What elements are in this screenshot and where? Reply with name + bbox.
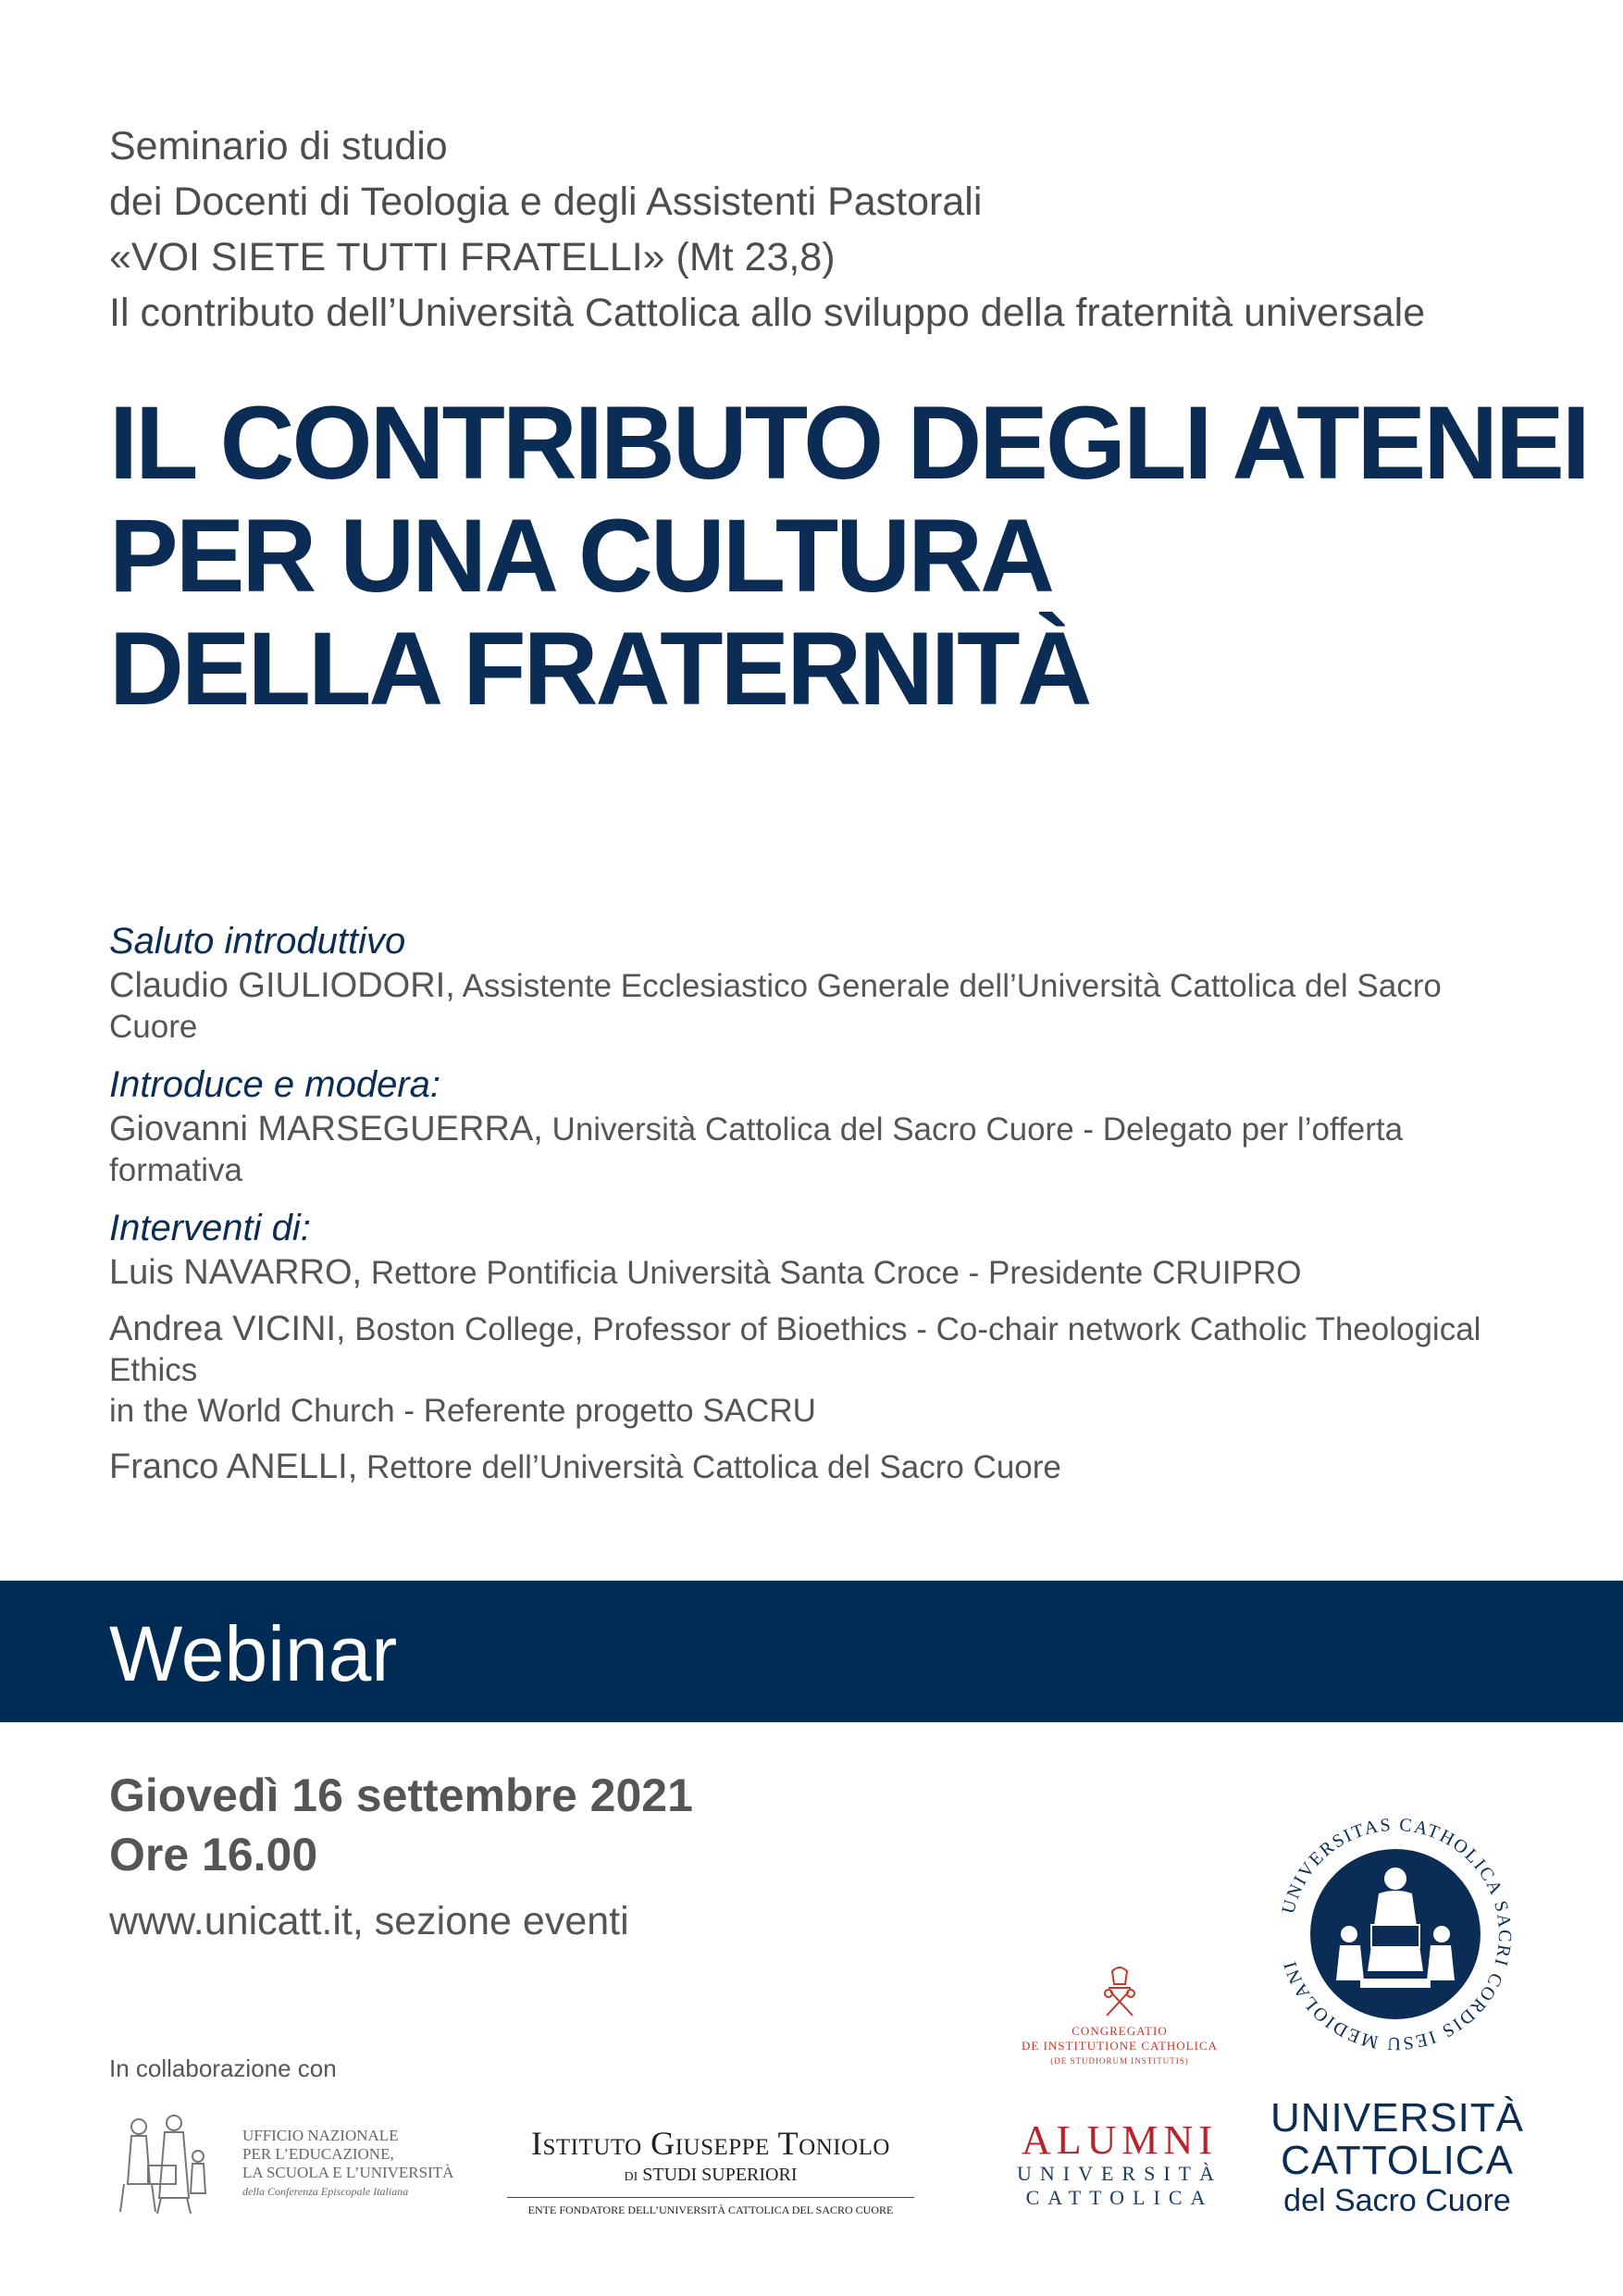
papal-keys-icon [1092, 1964, 1147, 2019]
alumni-line: UNIVERSITÀ [1017, 2162, 1222, 2185]
congregatio-logo [1018, 1964, 1221, 2068]
speaker-role: Rettore dell’Università Cattolica del Sacro Cuore [357, 1449, 1061, 1485]
intro-line-4: Il contributo dell’Università Cattolica allo sviluppo della fraternità universale [109, 291, 1426, 335]
title-line-1: IL CONTRIBUTO DEGLI ATENEI [109, 385, 1588, 501]
seminar-intro [109, 118, 1425, 341]
toniolo-divider [507, 2197, 914, 2198]
speaker-role: in the World Church - Referente progetto SACRU [109, 1393, 816, 1429]
speaker-name: Franco ANELLI, [109, 1447, 358, 1486]
speaker-anelli [109, 1446, 1516, 1488]
speaker-name: Giovanni MARSEGUERRA, [109, 1110, 543, 1148]
speaker-vicini-cont [109, 1391, 1516, 1432]
interventi-heading: Interventi di: [109, 1208, 311, 1248]
ufficio-figures-icon [111, 2110, 213, 2216]
page-title [109, 387, 1588, 726]
toniolo-sub: di STUDI SUPERIORI [624, 2165, 798, 2185]
speaker-role: Università Cattolica del Sacro Cuore - Delegato per l’offerta formativa [109, 1111, 1404, 1188]
unicatt-line: UNIVERSITÀ [1270, 2095, 1525, 2141]
congregatio-line: CONGREGATIO [1072, 2024, 1168, 2038]
speaker-name: Andrea VICINI, [109, 1309, 346, 1348]
speaker-navarro [109, 1252, 1516, 1294]
congregatio-text [1018, 2024, 1221, 2068]
webinar-band [0, 1581, 1623, 1722]
speaker-name: Claudio GIULIODORI, [109, 966, 455, 1005]
event-datetime [109, 1766, 693, 1884]
event-time: Ore 16.00 [109, 1829, 318, 1880]
unicatt-seal [1275, 1814, 1516, 2054]
intro-line-3: «VOI SIETE TUTTI FRATELLI» (Mt 23,8) [109, 235, 836, 279]
ufficio-line: della Conferenza Episcopale Italiana [242, 2185, 409, 2198]
toniolo-logo [507, 2124, 914, 2217]
congregatio-line: DE INSTITUTIONE CATHOLICA [1021, 2039, 1219, 2053]
title-line-3: DELLA FRATERNITÀ [109, 611, 1090, 726]
saluto-heading: Saluto introduttivo [109, 921, 406, 962]
speaker-role: Boston College, Professor of Bioethics - Co-chair network Catholic Theological Ethics [109, 1311, 1481, 1388]
ufficio-nazionale-text [242, 2127, 453, 2201]
ufficio-line: PER L’EDUCAZIONE, [242, 2145, 394, 2163]
collab-label: In collaborazione con [109, 2054, 337, 2082]
speaker-name: Luis NAVARRO, [109, 1253, 363, 1292]
seal-ring-text: UNIVERSITAS CATHOLICA SACRI CORDIS IESU MEDIOLANI [1278, 1814, 1516, 2054]
alumni-line: CATTOLICA [1025, 2186, 1214, 2209]
event-website[interactable]: www.unicatt.it, sezione eventi [109, 1899, 629, 1943]
ufficio-line: UFFICIO NAZIONALE [242, 2127, 399, 2144]
speaker-role: Rettore Pontificia Università Santa Croce - Presidente CRUIPRO [362, 1255, 1302, 1291]
intro-line-2: dei Docenti di Teologia e degli Assistenti Pastorali [109, 180, 983, 224]
program [109, 912, 1516, 1488]
speaker-vicini [109, 1309, 1516, 1391]
alumni-title: ALUMNI [1022, 2117, 1218, 2163]
saluto-speaker [109, 965, 1516, 1048]
university-seal-icon [1275, 1814, 1516, 2054]
toniolo-title: Istituto Giuseppe Toniolo [531, 2125, 890, 2162]
title-line-2: PER UNA CULTURA [109, 498, 1052, 614]
intro-line-1: Seminario di studio [109, 124, 448, 168]
webinar-label: Webinar [109, 1610, 398, 1697]
modera-speaker [109, 1109, 1516, 1191]
unicatt-line: del Sacro Cuore [1283, 2183, 1511, 2218]
speaker-role: Assistente Ecclesiastico Generale dell’Università Cattolica del Sacro Cuore [109, 968, 1442, 1045]
event-date: Giovedì 16 settembre 2021 [109, 1769, 693, 1821]
alumni-logo [999, 2119, 1240, 2210]
toniolo-footer: ENTE FONDATORE DELL’UNIVERSITÀ CATTOLICA DEL SACRO CUORE [527, 2203, 894, 2216]
congregatio-line: (DE STUDIORUM INSTITUTIS) [1050, 2056, 1189, 2066]
unicatt-logo-text [1268, 2097, 1527, 2219]
ufficio-line: LA SCUOLA E L’UNIVERSITÀ [242, 2164, 454, 2181]
unicatt-line: CATTOLICA [1281, 2138, 1514, 2183]
modera-heading: Introduce e modera: [109, 1064, 440, 1105]
